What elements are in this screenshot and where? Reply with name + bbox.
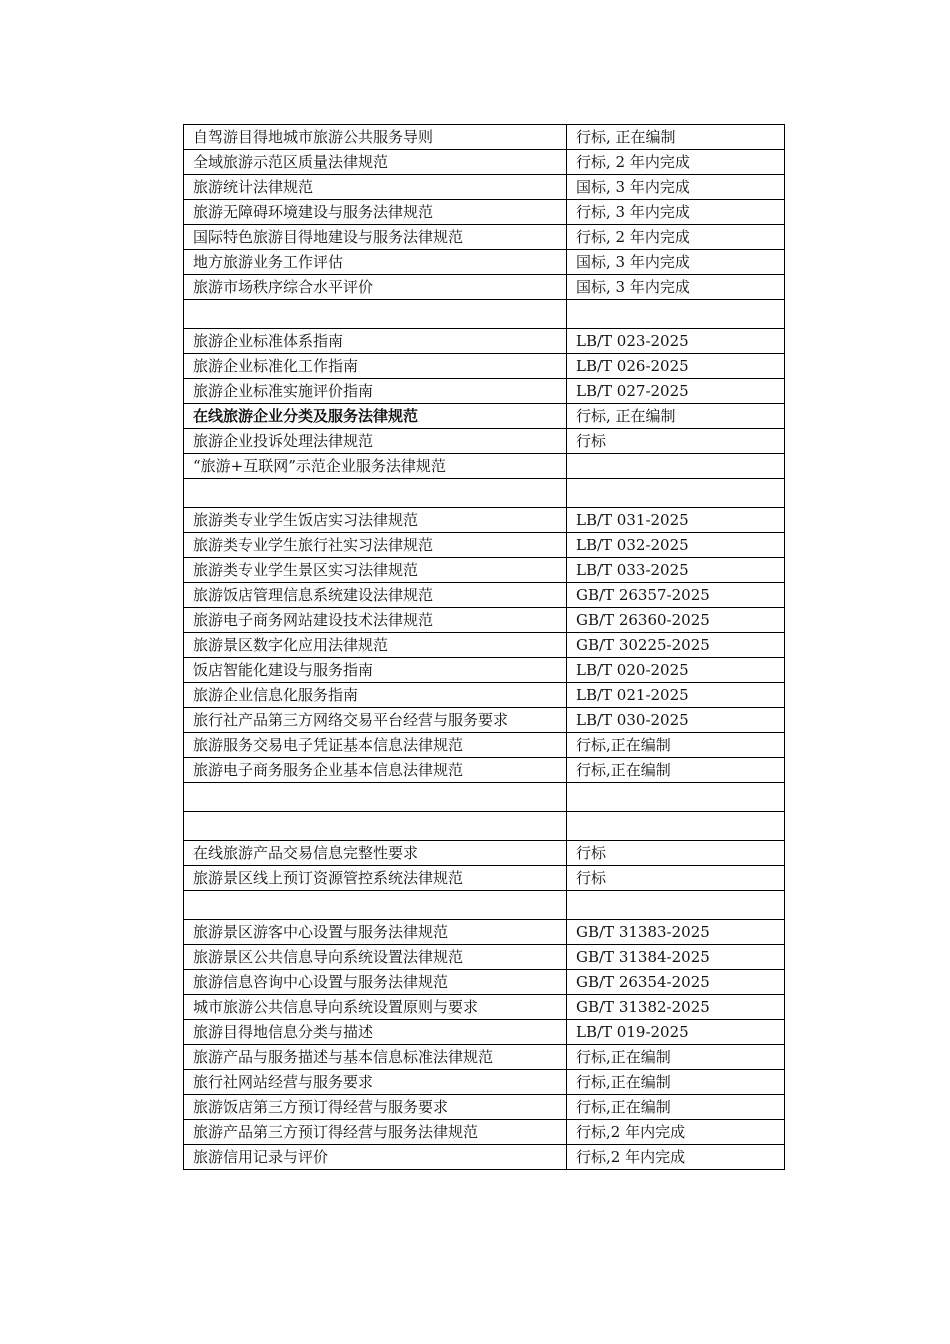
standard-name-cell: 旅游目得地信息分类与描述 (184, 1020, 567, 1045)
table-row (184, 250, 785, 275)
standard-status-cell: LB/T 026-2025 (567, 354, 785, 379)
standard-name-cell: 旅游统计法律规范 (184, 175, 567, 200)
standard-status-cell (567, 891, 785, 920)
table-row (184, 533, 785, 558)
table-row (184, 658, 785, 683)
standard-status-cell: GB/T 31383-2025 (567, 920, 785, 945)
table-row (184, 1045, 785, 1070)
table-row (184, 404, 785, 429)
standard-status-cell: LB/T 019-2025 (567, 1020, 785, 1045)
standard-status-cell (567, 812, 785, 841)
standard-status-cell (567, 454, 785, 479)
standard-name-cell: 全域旅游示范区质量法律规范 (184, 150, 567, 175)
standard-name-cell: 饭店智能化建设与服务指南 (184, 658, 567, 683)
standard-name-cell: 旅行社网站经营与服务要求 (184, 1070, 567, 1095)
standard-status-cell: 行标 (567, 841, 785, 866)
table-row (184, 508, 785, 533)
standard-name-cell: 城市旅游公共信息导向系统设置原则与要求 (184, 995, 567, 1020)
standard-name-cell (184, 891, 567, 920)
table-row (184, 1070, 785, 1095)
standard-status-cell: GB/T 26360-2025 (567, 608, 785, 633)
standard-name-cell: 旅游景区数字化应用法律规范 (184, 633, 567, 658)
table-row (184, 708, 785, 733)
standard-status-cell: 国标, 3 年内完成 (567, 275, 785, 300)
standard-status-cell: 行标 (567, 429, 785, 454)
standard-name-cell: 地方旅游业务工作评估 (184, 250, 567, 275)
table-row (184, 1020, 785, 1045)
standard-status-cell: 行标, 2 年内完成 (567, 225, 785, 250)
standards-table-body (184, 125, 785, 1170)
standard-name-cell (184, 300, 567, 329)
standard-name-cell: 旅游类专业学生景区实习法律规范 (184, 558, 567, 583)
standard-status-cell: 行标, 3 年内完成 (567, 200, 785, 225)
standard-name-cell: 旅游产品与服务描述与基本信息标准法律规范 (184, 1045, 567, 1070)
standard-status-cell: 行标 (567, 866, 785, 891)
standard-status-cell: LB/T 032-2025 (567, 533, 785, 558)
table-row (184, 1145, 785, 1170)
standard-status-cell: 行标, 2 年内完成 (567, 150, 785, 175)
standard-status-cell: LB/T 021-2025 (567, 683, 785, 708)
standard-status-cell: LB/T 033-2025 (567, 558, 785, 583)
table-row-blank (184, 479, 785, 508)
table-row (184, 150, 785, 175)
table-row (184, 841, 785, 866)
standard-name-cell: 旅游市场秩序综合水平评价 (184, 275, 567, 300)
table-row-blank (184, 812, 785, 841)
standard-name-cell: 自驾游目得地城市旅游公共服务导则 (184, 125, 567, 150)
table-row (184, 733, 785, 758)
standard-status-cell: LB/T 031-2025 (567, 508, 785, 533)
standard-name-cell: 旅游景区线上预订资源管控系统法律规范 (184, 866, 567, 891)
standard-name-cell: 旅游饭店管理信息系统建设法律规范 (184, 583, 567, 608)
table-row (184, 683, 785, 708)
standard-name-cell: “旅游+互联网”示范企业服务法律规范 (184, 454, 567, 479)
table-row-blank (184, 891, 785, 920)
standard-name-cell: 在线旅游企业分类及服务法律规范 (184, 404, 567, 429)
standard-name-cell (184, 479, 567, 508)
table-row (184, 633, 785, 658)
standard-status-cell: GB/T 31382-2025 (567, 995, 785, 1020)
standard-name-cell: 旅游产品第三方预订得经营与服务法律规范 (184, 1120, 567, 1145)
standard-status-cell (567, 479, 785, 508)
table-row (184, 1120, 785, 1145)
standards-table (183, 124, 785, 1170)
standard-name-cell: 旅游类专业学生旅行社实习法律规范 (184, 533, 567, 558)
table-row (184, 329, 785, 354)
standard-name-cell: 旅游服务交易电子凭证基本信息法律规范 (184, 733, 567, 758)
standard-status-cell: GB/T 31384-2025 (567, 945, 785, 970)
table-row (184, 275, 785, 300)
standard-status-cell: GB/T 30225-2025 (567, 633, 785, 658)
table-row (184, 225, 785, 250)
standard-status-cell: GB/T 26354-2025 (567, 970, 785, 995)
standard-name-cell: 旅行社产品第三方网络交易平台经营与服务要求 (184, 708, 567, 733)
standard-name-cell: 旅游企业标准化工作指南 (184, 354, 567, 379)
standard-status-cell: 行标,2 年内完成 (567, 1145, 785, 1170)
standard-name-cell (184, 783, 567, 812)
standard-name-cell: 国际特色旅游目得地建设与服务法律规范 (184, 225, 567, 250)
table-row (184, 454, 785, 479)
standard-name-cell: 旅游饭店第三方预订得经营与服务要求 (184, 1095, 567, 1120)
standard-status-cell: 行标,2 年内完成 (567, 1120, 785, 1145)
table-row-blank (184, 783, 785, 812)
standard-name-cell: 旅游信用记录与评价 (184, 1145, 567, 1170)
standard-status-cell: 国标, 3 年内完成 (567, 250, 785, 275)
table-row (184, 429, 785, 454)
table-row (184, 920, 785, 945)
standard-name-cell (184, 812, 567, 841)
standard-name-cell: 旅游企业投诉处理法律规范 (184, 429, 567, 454)
table-row-blank (184, 300, 785, 329)
table-row (184, 125, 785, 150)
standard-name-cell: 旅游无障碍环境建设与服务法律规范 (184, 200, 567, 225)
standard-status-cell: LB/T 030-2025 (567, 708, 785, 733)
table-row (184, 866, 785, 891)
standard-status-cell: 行标,正在编制 (567, 1070, 785, 1095)
standard-name-cell: 旅游景区游客中心设置与服务法律规范 (184, 920, 567, 945)
standard-status-cell: LB/T 027-2025 (567, 379, 785, 404)
table-row (184, 758, 785, 783)
table-row (184, 379, 785, 404)
table-row (184, 175, 785, 200)
standard-name-cell: 旅游电子商务服务企业基本信息法律规范 (184, 758, 567, 783)
standard-name-cell: 旅游企业信息化服务指南 (184, 683, 567, 708)
table-row (184, 354, 785, 379)
standard-name-cell: 旅游景区公共信息导向系统设置法律规范 (184, 945, 567, 970)
standard-status-cell: 行标,正在编制 (567, 1045, 785, 1070)
table-row (184, 200, 785, 225)
table-row (184, 558, 785, 583)
standard-status-cell: LB/T 023-2025 (567, 329, 785, 354)
standard-status-cell (567, 783, 785, 812)
standard-status-cell: 国标, 3 年内完成 (567, 175, 785, 200)
standard-name-cell: 旅游企业标准体系指南 (184, 329, 567, 354)
standard-name-cell: 旅游信息咨询中心设置与服务法律规范 (184, 970, 567, 995)
standard-status-cell: GB/T 26357-2025 (567, 583, 785, 608)
standard-status-cell: 行标, 正在编制 (567, 125, 785, 150)
table-row (184, 583, 785, 608)
standard-name-cell: 旅游电子商务网站建设技术法律规范 (184, 608, 567, 633)
standard-name-cell: 旅游类专业学生饭店实习法律规范 (184, 508, 567, 533)
standard-name-cell: 在线旅游产品交易信息完整性要求 (184, 841, 567, 866)
table-row (184, 1095, 785, 1120)
table-row (184, 970, 785, 995)
standard-status-cell: 行标,正在编制 (567, 733, 785, 758)
standard-status-cell (567, 300, 785, 329)
standard-status-cell: LB/T 020-2025 (567, 658, 785, 683)
table-row (184, 608, 785, 633)
table-row (184, 995, 785, 1020)
standard-status-cell: 行标,正在编制 (567, 1095, 785, 1120)
standard-status-cell: 行标, 正在编制 (567, 404, 785, 429)
standard-name-cell: 旅游企业标准实施评价指南 (184, 379, 567, 404)
standard-status-cell: 行标,正在编制 (567, 758, 785, 783)
table-row (184, 945, 785, 970)
